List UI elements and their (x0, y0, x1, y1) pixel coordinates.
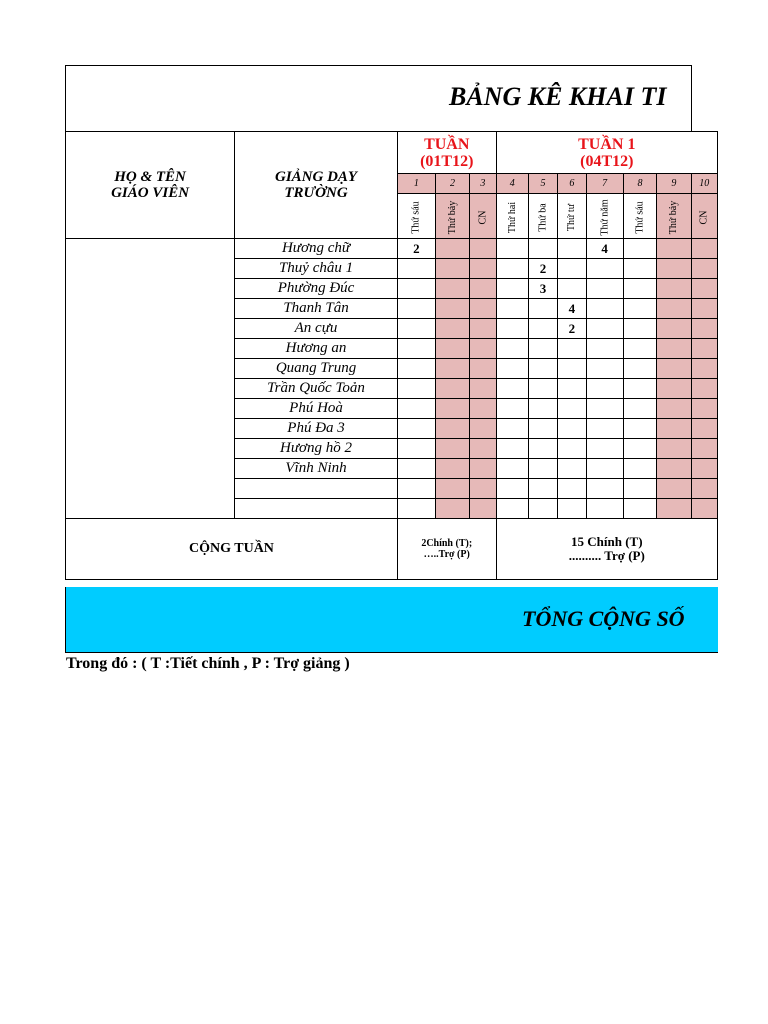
day-name (623, 194, 656, 239)
day-number: 10 (691, 174, 717, 194)
period-cell (586, 339, 623, 359)
period-cell (435, 359, 469, 379)
day-number: 7 (586, 174, 623, 194)
period-cell (586, 479, 623, 499)
period-cell (623, 419, 656, 439)
total-label: TỔNG CỘNG SỐ (522, 606, 685, 631)
period-cell (397, 439, 435, 459)
period-cell (397, 279, 435, 299)
teacher-name-cell (66, 239, 235, 519)
period-cell (623, 499, 656, 519)
day-number: 4 (496, 174, 528, 194)
period-cell (397, 459, 435, 479)
period-cell (691, 479, 717, 499)
period-cell (623, 339, 656, 359)
school-name: Hương hồ 2 (235, 439, 398, 459)
period-cell (496, 259, 528, 279)
school-name: Vĩnh Ninh (235, 459, 398, 479)
period-cell (657, 279, 691, 299)
period-cell (623, 479, 656, 499)
period-cell (435, 379, 469, 399)
day-name (496, 194, 528, 239)
period-cell (691, 439, 717, 459)
period-cell (623, 319, 656, 339)
period-cell (397, 479, 435, 499)
period-cell (586, 419, 623, 439)
day-number: 2 (435, 174, 469, 194)
day-number: 8 (623, 174, 656, 194)
week-1-header: TUẦN 1 (04T12) (496, 132, 717, 174)
period-cell (623, 439, 656, 459)
period-cell (528, 379, 557, 399)
day-number: 9 (657, 174, 691, 194)
period-cell (657, 399, 691, 419)
period-cell (558, 239, 586, 259)
period-cell (496, 439, 528, 459)
week-1-total: 15 Chính (T) .......... Trợ (P) (496, 519, 717, 580)
period-cell (586, 459, 623, 479)
period-cell (691, 339, 717, 359)
school-name: Hương chữ (235, 239, 398, 259)
period-cell: 2 (558, 319, 586, 339)
period-cell (470, 399, 496, 419)
period-cell (586, 359, 623, 379)
period-cell (470, 359, 496, 379)
day-name-label: Thứ sáu (410, 201, 422, 234)
day-name (558, 194, 586, 239)
period-cell (657, 339, 691, 359)
school-name: An cựu (235, 319, 398, 339)
period-cell (496, 479, 528, 499)
period-cell (470, 479, 496, 499)
period-cell (470, 259, 496, 279)
school-name: Trần Quốc Toản (235, 379, 398, 399)
period-cell (435, 259, 469, 279)
schedule-table (65, 131, 718, 580)
period-cell (496, 459, 528, 479)
period-cell (496, 299, 528, 319)
period-cell (496, 359, 528, 379)
period-cell (558, 379, 586, 399)
period-cell (586, 299, 623, 319)
period-cell (397, 419, 435, 439)
period-cell (657, 299, 691, 319)
period-cell (691, 279, 717, 299)
period-cell (470, 499, 496, 519)
period-cell (586, 439, 623, 459)
period-cell (586, 399, 623, 419)
period-cell (496, 319, 528, 339)
period-cell (623, 299, 656, 319)
school-name: Phú Đa 3 (235, 419, 398, 439)
school-name: Phú Hoà (235, 399, 398, 419)
period-cell (528, 419, 557, 439)
day-name (586, 194, 623, 239)
day-name-label: CN (698, 210, 710, 225)
day-name-label: CN (477, 210, 489, 225)
period-cell (435, 439, 469, 459)
period-cell (435, 499, 469, 519)
period-cell (586, 499, 623, 519)
period-cell (435, 239, 469, 259)
sheet-title: BẢNG KÊ KHAI TI (449, 82, 667, 111)
teacher-name-header: HỌ & TÊN GIÁO VIÊN (66, 132, 235, 239)
period-cell (657, 359, 691, 379)
period-cell (496, 499, 528, 519)
period-cell (657, 439, 691, 459)
day-name-label: Thứ tư (566, 203, 578, 232)
period-cell (691, 359, 717, 379)
title-box (65, 65, 692, 132)
period-cell (691, 319, 717, 339)
period-cell (586, 259, 623, 279)
period-cell (435, 479, 469, 499)
day-number: 6 (558, 174, 586, 194)
week-total-label: CỘNG TUẦN (66, 519, 398, 580)
period-cell (691, 239, 717, 259)
school-name: Hương an (235, 339, 398, 359)
period-cell (657, 319, 691, 339)
summary-row (66, 519, 718, 580)
period-cell (558, 279, 586, 299)
period-cell (623, 259, 656, 279)
period-cell (586, 319, 623, 339)
day-name-label: Thứ năm (599, 199, 611, 236)
period-cell (623, 279, 656, 299)
day-number: 3 (470, 174, 496, 194)
period-cell (496, 339, 528, 359)
period-cell (470, 339, 496, 359)
period-cell (435, 419, 469, 439)
period-cell (528, 239, 557, 259)
period-cell (558, 339, 586, 359)
day-name (528, 194, 557, 239)
timesheet (65, 65, 718, 654)
period-cell (558, 259, 586, 279)
school-name: Thanh Tân (235, 299, 398, 319)
period-cell (470, 239, 496, 259)
period-cell: 4 (558, 299, 586, 319)
day-name-label: Thứ bảy (668, 200, 680, 235)
week-0-total: 2Chính (T); …..Trợ (P) (397, 519, 496, 580)
period-cell (435, 399, 469, 419)
period-cell (496, 379, 528, 399)
school-name (235, 499, 398, 519)
period-cell (657, 379, 691, 399)
period-cell (435, 319, 469, 339)
period-cell (586, 279, 623, 299)
period-cell (496, 399, 528, 419)
period-cell (528, 399, 557, 419)
period-cell (496, 279, 528, 299)
period-cell (435, 279, 469, 299)
period-cell (657, 479, 691, 499)
day-name (657, 194, 691, 239)
period-cell (691, 379, 717, 399)
period-cell (470, 419, 496, 439)
period-cell (397, 499, 435, 519)
period-cell (528, 459, 557, 479)
week-0-header: TUẦN (01T12) (397, 132, 496, 174)
period-cell (691, 459, 717, 479)
day-number: 5 (528, 174, 557, 194)
period-cell (657, 499, 691, 519)
day-name-label: Thứ ba (537, 203, 549, 232)
period-cell (397, 319, 435, 339)
period-cell (691, 259, 717, 279)
period-cell (558, 359, 586, 379)
period-cell (586, 379, 623, 399)
period-cell (558, 499, 586, 519)
period-cell (691, 419, 717, 439)
school-name: Thuỷ châu 1 (235, 259, 398, 279)
period-cell (623, 399, 656, 419)
school-header: GIẢNG DẠY TRƯỜNG (235, 132, 398, 239)
total-bar (65, 587, 718, 653)
period-cell (691, 499, 717, 519)
school-name (235, 479, 398, 499)
period-cell (558, 399, 586, 419)
legend-note: Trong đó : ( T :Tiết chính , P : Trợ giảng ) (66, 655, 350, 672)
period-cell (397, 299, 435, 319)
period-cell (528, 479, 557, 499)
period-cell (558, 459, 586, 479)
period-cell: 4 (586, 239, 623, 259)
day-name (691, 194, 717, 239)
period-cell (528, 299, 557, 319)
period-cell (435, 299, 469, 319)
period-cell (558, 439, 586, 459)
day-number: 1 (397, 174, 435, 194)
period-cell (657, 419, 691, 439)
period-cell (470, 319, 496, 339)
period-cell (397, 259, 435, 279)
period-cell: 2 (397, 239, 435, 259)
period-cell (657, 459, 691, 479)
period-cell (496, 419, 528, 439)
period-cell (623, 379, 656, 399)
period-cell (470, 379, 496, 399)
period-cell (470, 439, 496, 459)
period-cell (470, 459, 496, 479)
period-cell (435, 339, 469, 359)
period-cell: 2 (528, 259, 557, 279)
period-cell (528, 439, 557, 459)
period-cell (558, 419, 586, 439)
period-cell (397, 339, 435, 359)
period-cell (528, 319, 557, 339)
period-cell (397, 379, 435, 399)
day-name-label: Thứ hai (506, 201, 518, 234)
period-cell (397, 359, 435, 379)
period-cell (691, 399, 717, 419)
period-cell (657, 259, 691, 279)
table-row (66, 239, 718, 259)
day-name (397, 194, 435, 239)
day-name-label: Thứ sáu (634, 201, 646, 234)
day-name (435, 194, 469, 239)
period-cell (528, 359, 557, 379)
period-cell (528, 339, 557, 359)
period-cell (397, 399, 435, 419)
period-cell (470, 299, 496, 319)
school-name: Quang Trung (235, 359, 398, 379)
period-cell: 3 (528, 279, 557, 299)
period-cell (528, 499, 557, 519)
period-cell (470, 279, 496, 299)
day-name-label: Thứ bảy (446, 200, 458, 235)
period-cell (657, 239, 691, 259)
period-cell (623, 459, 656, 479)
period-cell (691, 299, 717, 319)
day-name (470, 194, 496, 239)
period-cell (623, 239, 656, 259)
period-cell (623, 359, 656, 379)
period-cell (558, 479, 586, 499)
period-cell (435, 459, 469, 479)
school-name: Phường Đúc (235, 279, 398, 299)
period-cell (496, 239, 528, 259)
